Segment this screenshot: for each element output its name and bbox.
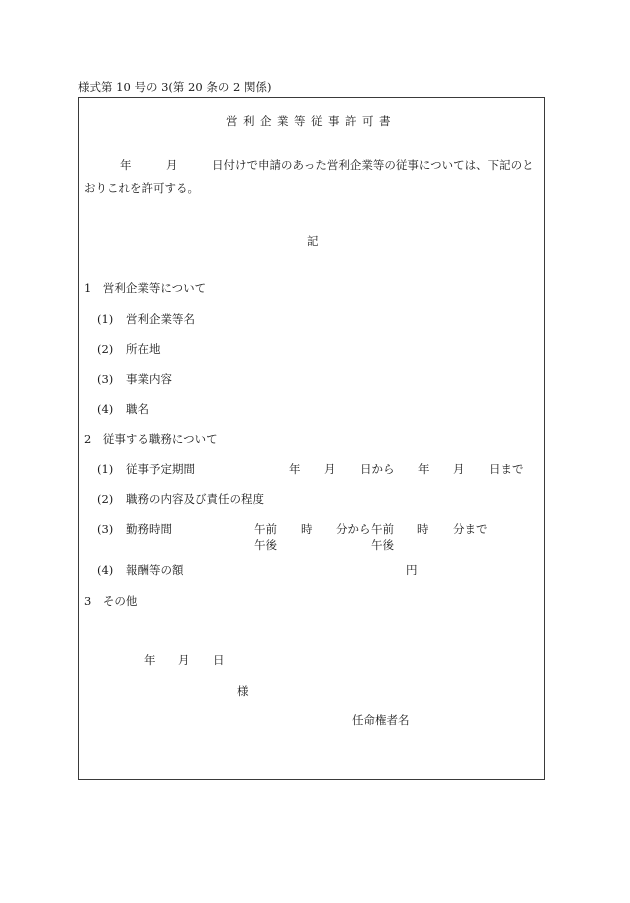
yen-unit-label: 円 [406, 563, 418, 577]
duties-label: 職務の内容及び責任の程度 [126, 492, 264, 506]
issue-month-label: 月 [178, 653, 190, 667]
start-am-label: 午前 [254, 522, 277, 536]
appointing-authority-label: 任命権者名 [352, 713, 410, 727]
end-hour-label: 時 [417, 522, 429, 536]
business-content-label: 事業内容 [126, 372, 172, 386]
address-label: 所在地 [126, 342, 161, 356]
intro-month-label: 月 [166, 158, 178, 172]
item-number: (2) [97, 492, 114, 506]
section3-heading: 3 その他 [84, 594, 138, 608]
job-title-label: 職名 [126, 402, 149, 416]
section1-heading: 1 営利企業等について [84, 281, 207, 295]
start-hour-label: 時 [301, 522, 313, 536]
company-name-label: 営利企業等名 [126, 312, 195, 326]
document-title: 営利企業等従事許可書 [226, 114, 396, 128]
period-end-month: 月 [453, 462, 465, 476]
item-number: (4) [97, 563, 114, 577]
period-start-year: 年 [289, 462, 301, 476]
end-pm-label: 午後 [371, 538, 394, 552]
item-number: (1) [97, 312, 114, 326]
period-start-day: 日から [360, 462, 395, 476]
addressee-honorific: 様 [237, 684, 249, 698]
period-end-year: 年 [418, 462, 430, 476]
ki-heading: 記 [307, 234, 319, 248]
issue-year-label: 年 [144, 653, 156, 667]
period-label: 従事予定期間 [126, 462, 195, 476]
form-number-label: 様式第 10 号の 3(第 20 条の 2 関係) [78, 80, 272, 94]
item-number: (1) [97, 462, 114, 476]
period-start-month: 月 [324, 462, 336, 476]
intro-year-label: 年 [120, 158, 132, 172]
end-am-label: 午前 [371, 522, 394, 536]
compensation-label: 報酬等の額 [126, 563, 184, 577]
section2-heading: 2 従事する職務について [84, 432, 218, 446]
end-minute-label: 分まで [453, 522, 488, 536]
intro-text-line1: 日付けで申請のあった営利企業等の従事については、下記のと [212, 158, 534, 172]
working-hours-label: 勤務時間 [126, 522, 172, 536]
intro-text-line2: おりこれを許可する。 [84, 181, 199, 195]
period-end-day: 日まで [489, 462, 524, 476]
start-pm-label: 午後 [254, 538, 277, 552]
item-number: (4) [97, 402, 114, 416]
item-number: (3) [97, 372, 114, 386]
issue-day-label: 日 [213, 653, 225, 667]
item-number: (3) [97, 522, 114, 536]
item-number: (2) [97, 342, 114, 356]
start-minute-label: 分から [336, 522, 371, 536]
